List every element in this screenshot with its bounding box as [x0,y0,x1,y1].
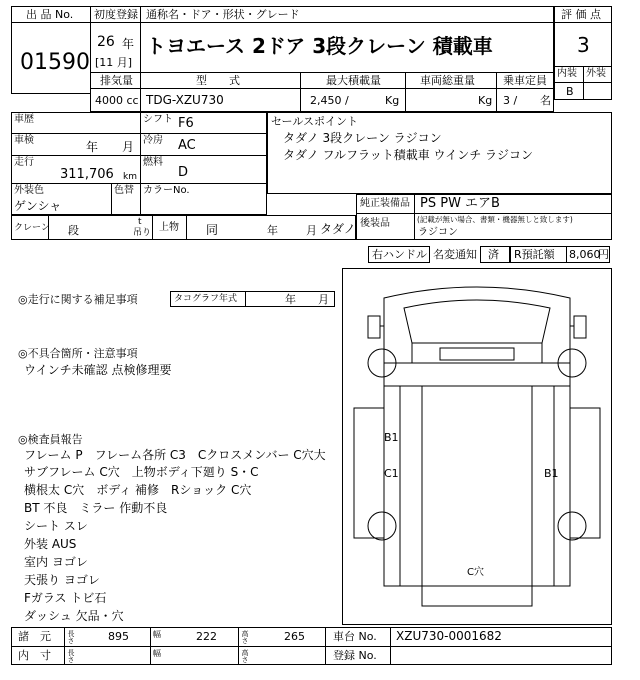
crane-row [11,215,356,240]
shift-label: シフト [143,114,173,125]
recycle-fee-unit: 円 [598,248,609,261]
aftermarket-label: 後装品 [360,218,390,229]
defect-notes-label: ◎不具合箇所・注意事項 [18,347,138,360]
aftermarket-item: ラジコン [418,227,458,238]
report-line: シート スレ [24,519,88,533]
genuine-equipment: PS PW エアB [420,196,500,211]
interior-dims-label: 内 寸 [18,649,51,662]
seats-unit: 名 [540,94,551,107]
history-label: 車歴 [14,114,34,125]
tachograph-month-unit: 月 [318,293,329,306]
seats: 3 / [503,94,518,107]
width-label: 幅 [153,630,161,639]
gross-weight-unit: Kg [478,94,493,107]
report-line: 天張り ヨゴレ [24,573,100,587]
length-label: 長さ [67,630,75,644]
damage-b1-right: B1 [544,467,559,480]
max-load-unit: Kg [385,94,400,107]
driving-notes-label: ◎走行に関する補足事項 [18,293,138,306]
ac-label: 冷房 [143,135,163,146]
overall-score: 3 [577,33,590,57]
aftermarket-note: (記載が無い場合、書類・機器無しと致します) [417,215,573,224]
crane-hanging-unit: 吊り [133,228,152,238]
sales-point-2: タダノ フルフラット積載車 ウインチ ラジコン [283,148,534,162]
damage-c-hole: C穴 [467,567,484,578]
inspection-month-unit: 月 [122,140,135,154]
report-line: サブフレーム C穴 上物ボディ下廻り S・C [24,465,259,479]
tachograph-label: タコグラフ年式 [174,294,238,304]
model-code: TDG-XZU730 [146,93,224,107]
report-line: Fガラス トビ石 [24,591,107,605]
sales-point-1: タダノ 3段クレーン ラジコン [283,131,442,145]
recycle-status: 済 [488,248,499,261]
interior-grade: B [566,85,574,98]
color-number-label: カラーNo. [143,185,190,196]
length-value: 895 [108,630,129,643]
height-label: 高さ [241,630,249,644]
chassis-label: 車台 No. [333,630,377,643]
upper-body-maker: タダノ [320,222,356,236]
report-line: 室内 ヨゴレ [24,555,88,569]
genuine-equipment-label: 純正装備品 [360,198,410,209]
right-hand-drive: 右ハンドル [372,248,427,261]
interior-width-label: 幅 [153,649,161,658]
mileage-label: 走行 [14,157,34,168]
registration-year-unit: 年 [122,37,135,51]
registration-month: [11 月] [95,56,133,69]
inspector-report-label: ◎検査員報告 [18,433,83,446]
mileage-unit: km [123,172,137,182]
report-line: フレーム P フレーム各所 C3 Cクロスメンバー C穴大 [24,448,326,462]
chassis-number: XZU730-0001682 [396,629,502,643]
vehicle-name: トヨエース 2ドア 3段クレーン 積載車 [146,34,493,58]
model-label: 型 式 [196,74,240,87]
first-registration-label: 初度登録 [94,8,138,21]
lot-number: 01590 [20,50,90,75]
report-line: 外装 AUS [24,537,77,551]
exterior-color: ゲンシャ [14,199,62,213]
tachograph-year-unit: 年 [285,293,296,306]
max-load-label: 最大積載量 [326,74,381,87]
registration-year: 26 [97,34,115,50]
inspection-year-unit: 年 [86,140,99,154]
name-change-label: 名変通知 [433,248,477,261]
color-change-label: 色替 [114,185,134,196]
report-line: BT 不良 ミラー 作動不良 [24,501,168,515]
recycle-fee-label: R預託額 [514,248,555,261]
crane-label: クレーン [14,223,50,233]
damage-b1-left: B1 [384,431,399,444]
exterior-color-label: 外装色 [14,185,44,196]
report-line: 横根太 C穴 ボディ 補修 Rショック C穴 [24,483,252,497]
gross-weight-label: 車両総重量 [420,74,475,87]
exterior-grade-label: 外装 [586,68,606,79]
sales-points-label: セールスポイント [271,115,359,128]
recycle-fee: 8,060 [569,248,601,261]
mileage: 311,706 [60,167,114,182]
vehicle-name-label: 通称名・ドア・形状・グレード [146,8,300,21]
shift-value: F6 [178,116,194,131]
fuel-label: 燃料 [143,157,163,168]
score-label: 評 価 点 [561,8,601,21]
upper-body-month-unit: 月 [306,224,317,237]
crane-ton-unit: t [138,217,142,227]
displacement-label: 排気量 [100,74,133,87]
report-line: ダッシュ 欠品・穴 [24,609,124,623]
interior-grade-label: 内装 [557,68,577,79]
damage-c1-left: C1 [384,467,399,480]
ac-value: AC [178,138,196,153]
interior-height-label: 高さ [241,649,249,663]
interior-length-label: 長さ [67,649,75,663]
specs-label: 諸 元 [18,630,51,643]
lot-number-label: 出 品 No. [26,8,74,21]
upper-body-label: 上物 [159,222,179,233]
upper-body-year-unit: 年 [267,224,278,237]
width-value: 222 [196,630,217,643]
fuel-value: D [178,165,189,180]
height-value: 265 [284,630,305,643]
crane-stage-unit: 段 [68,224,79,237]
registration-number-label: 登録 No. [333,649,377,662]
defect-notes: ウインチ未確認 点検修理要 [24,363,172,377]
inspection-label: 車検 [14,135,34,146]
upper-body-same: 同 [206,223,219,237]
displacement: 4000 cc [95,94,139,107]
max-load: 2,450 / [310,94,349,107]
seats-label: 乗車定員 [503,74,547,87]
